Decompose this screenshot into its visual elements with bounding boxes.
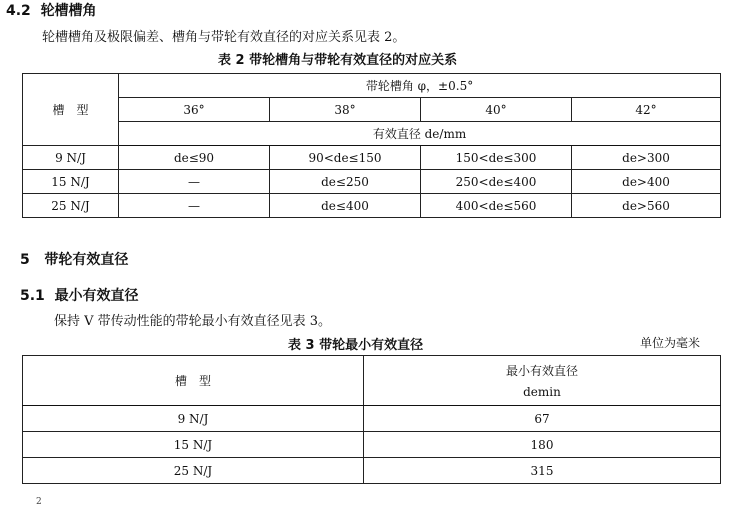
diameter-cell: — [119,170,270,194]
groove-type-cell: 9 N/J [23,406,364,432]
diameter-cell: 400<de≤560 [421,194,572,218]
groove-type-cell: 25 N/J [23,194,119,218]
table-row [23,146,721,170]
min-diameter-cell: 67 [364,406,721,432]
section-number: 5.1 [20,288,45,304]
diameter-cell: 150<de≤300 [421,146,572,170]
groove-type-cell: 25 N/J [23,458,364,484]
diameter-cell: de≤250 [270,170,421,194]
effective-diameter-header: 有效直径 de/mm [119,122,721,146]
min-diameter-label: 最小有效直径 [505,364,578,378]
groove-type-cell: 9 N/J [23,146,119,170]
section-title: 最小有效直径 [54,288,139,304]
section-number: 5 [20,252,30,268]
diameter-cell: 90<de≤150 [270,146,421,170]
diameter-cell: de>300 [572,146,721,170]
groove-type-cell: 15 N/J [23,170,119,194]
diameter-cell: de≤90 [119,146,270,170]
table-2 [22,73,721,218]
diameter-cell: — [119,194,270,218]
angle-38: 38° [270,98,421,122]
diameter-cell: 250<de≤400 [421,170,572,194]
section-number: 4.2 [6,3,31,19]
section-5-heading [20,249,128,269]
section-title: 轮槽槽角 [40,3,97,19]
min-diameter-header [364,356,721,406]
table-row [23,432,721,458]
section-5-1-heading [20,285,139,305]
min-diameter-symbol: demin [523,385,561,399]
paragraph-5-1: 保持 V 带传动性能的带轮最小有效直径见表 3。 [54,314,332,329]
groove-type-header: 槽 型 [23,74,119,146]
angle-42: 42° [572,98,721,122]
groove-type-cell: 15 N/J [23,432,364,458]
table-2-caption: 表 2 带轮槽角与带轮有效直径的对应关系 [218,53,458,68]
groove-type-header: 槽 型 [23,356,364,406]
section-title: 带轮有效直径 [44,252,129,268]
table-3-unit: 单位为毫米 [640,336,701,350]
diameter-cell: de≤400 [270,194,421,218]
min-diameter-cell: 180 [364,432,721,458]
table-3 [22,355,721,484]
diameter-cell: de>560 [572,194,721,218]
section-4-2-heading [6,0,97,20]
page-number: 2 [36,497,42,507]
paragraph-4-2: 轮槽槽角及极限偏差、槽角与带轮有效直径的对应关系见表 2。 [42,30,406,45]
table-row [23,194,721,218]
angle-36: 36° [119,98,270,122]
diameter-cell: de>400 [572,170,721,194]
min-diameter-cell: 315 [364,458,721,484]
groove-angle-header: 带轮槽角 φ，±0.5° [119,74,721,98]
angle-40: 40° [421,98,572,122]
table-row [23,170,721,194]
table-3-caption: 表 3 带轮最小有效直径 [288,338,424,353]
table-row [23,406,721,432]
table-row [23,458,721,484]
